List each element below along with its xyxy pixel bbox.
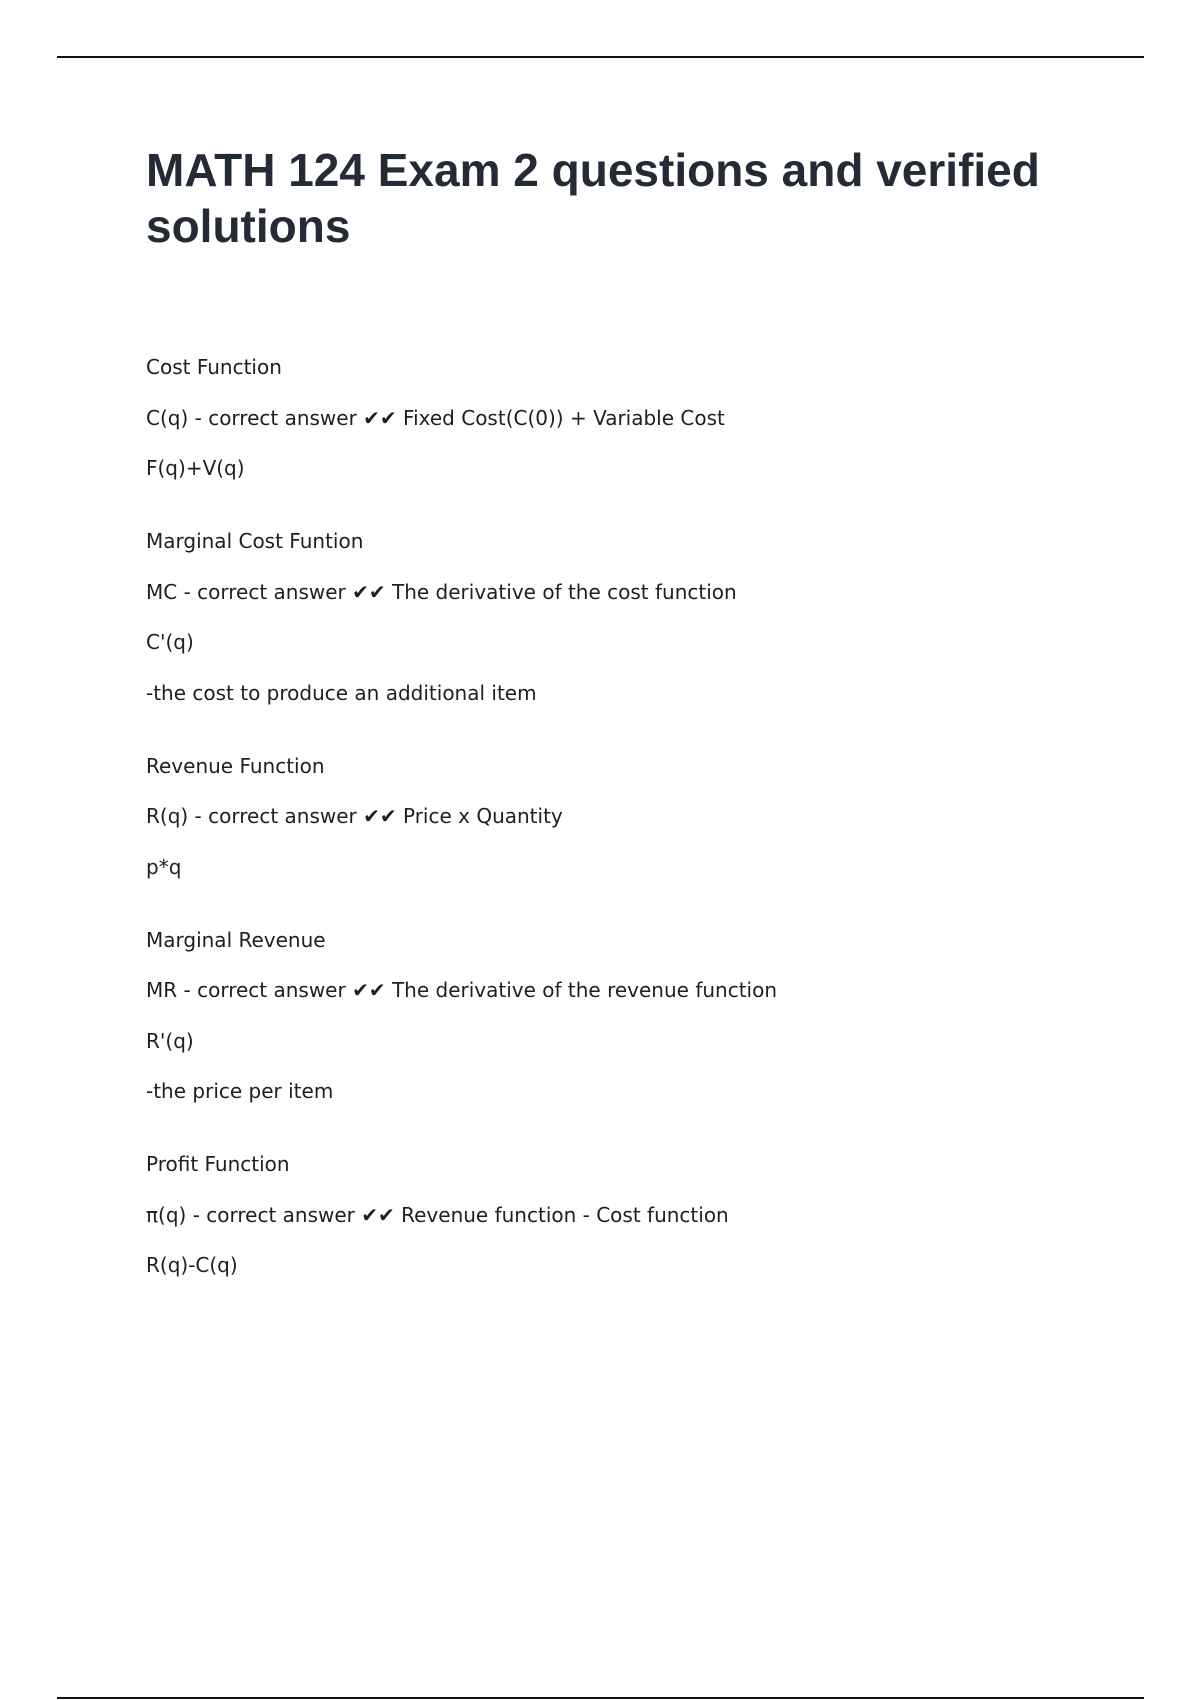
answer-detail: -the cost to produce an additional item bbox=[146, 680, 537, 705]
qa-section-revenue-function bbox=[146, 754, 1126, 879]
question-answer: C(q) - correct answer ✔✔ Fixed Cost(C(0)) + Variable Cost bbox=[146, 405, 725, 430]
section-heading: Cost Function bbox=[146, 355, 282, 379]
top-divider bbox=[57, 56, 1144, 58]
section-heading: Marginal Revenue bbox=[146, 927, 326, 952]
qa-section-profit-function bbox=[146, 1152, 1126, 1277]
section-heading: Marginal Cost Funtion bbox=[146, 529, 364, 553]
answer-detail: F(q)+V(q) bbox=[146, 456, 245, 480]
question-answer: MC - correct answer ✔✔ The derivative of the cost function bbox=[146, 579, 737, 604]
qa-section-cost-function bbox=[146, 355, 1126, 480]
section-heading: Profit Function bbox=[146, 1152, 290, 1176]
section-heading: Revenue Function bbox=[146, 753, 325, 778]
page-title: MATH 124 Exam 2 questions and verified solutions bbox=[146, 144, 1040, 252]
answer-detail: R(q)-C(q) bbox=[146, 1253, 238, 1277]
answer-detail: -the price per item bbox=[146, 1079, 334, 1103]
qa-section-marginal-cost bbox=[146, 529, 1126, 705]
bottom-divider bbox=[57, 1697, 1144, 1699]
question-answer: MR - correct answer ✔✔ The derivative of the revenue function bbox=[146, 978, 778, 1002]
qa-section-marginal-revenue bbox=[146, 928, 1126, 1104]
question-answer: π(q) - correct answer ✔✔ Revenue function - Cost function bbox=[146, 1202, 729, 1227]
answer-detail: R'(q) bbox=[146, 1028, 194, 1053]
answer-detail: C'(q) bbox=[146, 630, 194, 654]
answer-detail: p*q bbox=[146, 854, 182, 879]
question-answer: R(q) - correct answer ✔✔ Price x Quantity bbox=[146, 804, 563, 828]
qa-content bbox=[146, 355, 1126, 1326]
